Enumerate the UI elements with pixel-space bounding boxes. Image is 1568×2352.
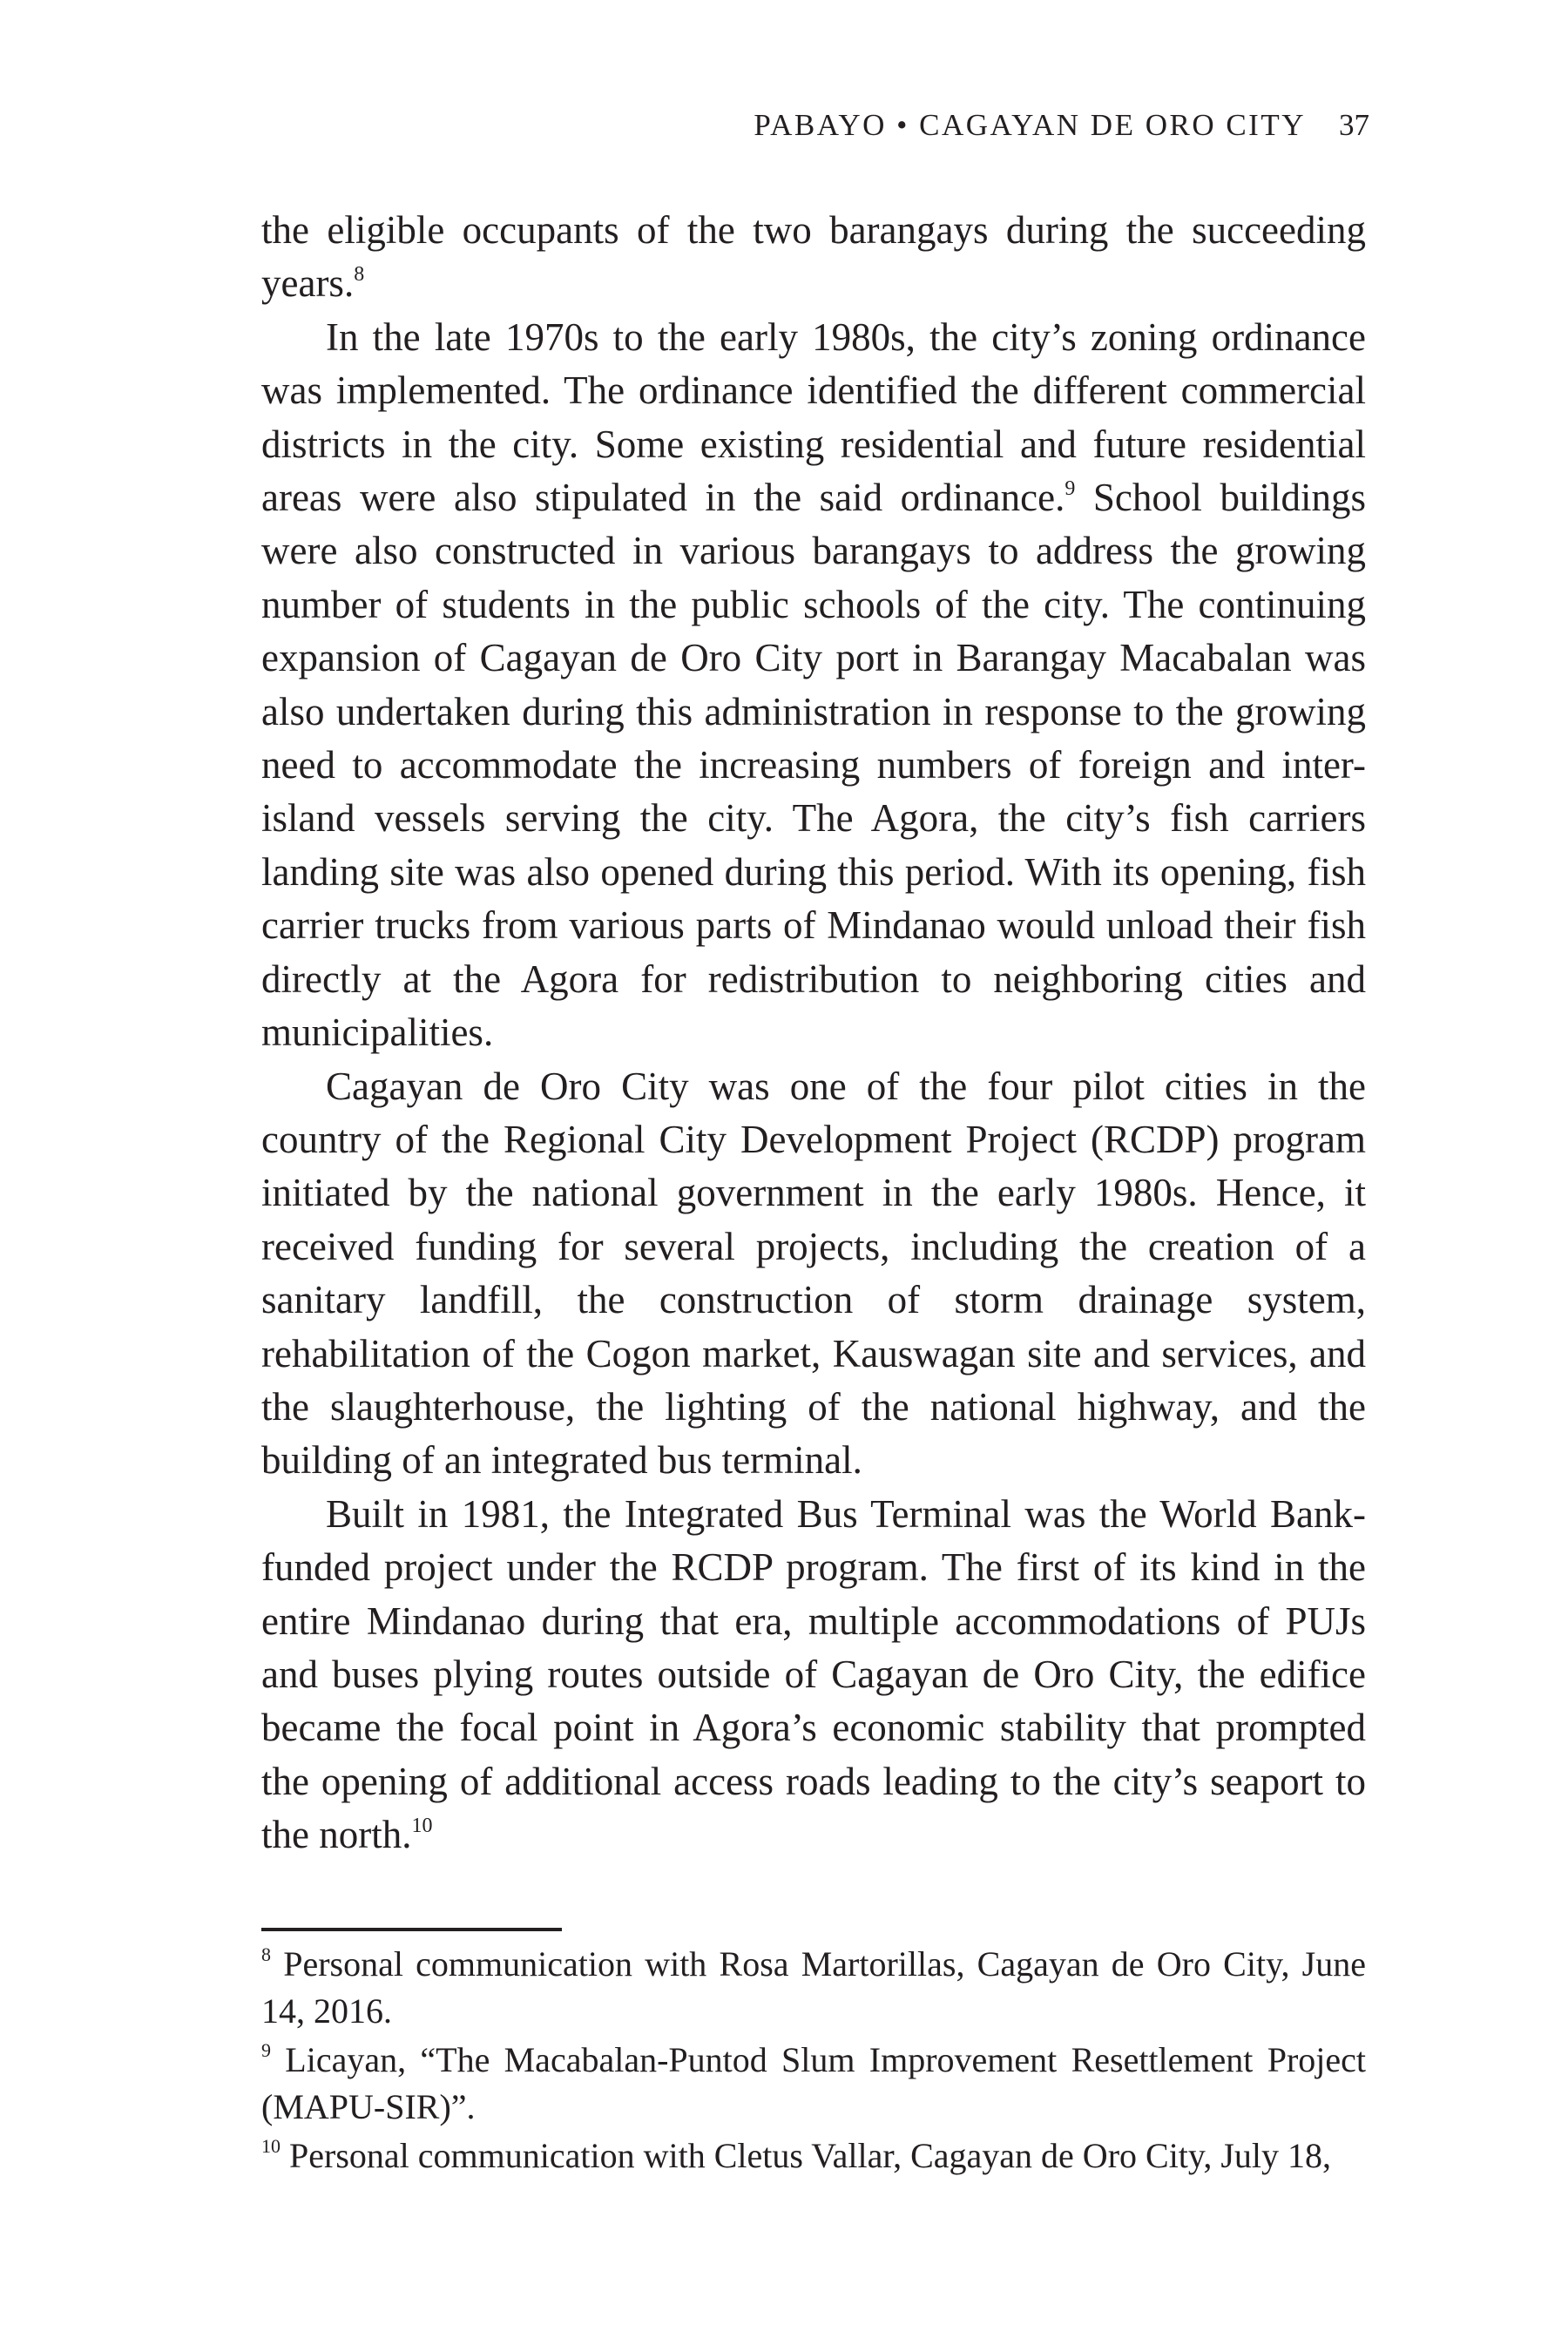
footnote-text: Personal communication with Rosa Martorillas, Cagayan de Oro City, June 14, 2016.	[261, 1944, 1366, 2031]
footnote-number: 8	[261, 1943, 271, 1965]
paragraph-2	[261, 311, 1366, 1060]
footnote-9	[261, 2037, 1366, 2131]
footnote-8	[261, 1941, 1366, 2035]
footnote-text: Personal communication with Cletus Vallar, Cagayan de Oro City, July 18,	[280, 2136, 1331, 2175]
paragraph-4	[261, 1488, 1366, 1862]
paragraph-1-text: the eligible occupants of the two barangays during the succeeding years.	[261, 208, 1366, 306]
page-number: 37	[1339, 108, 1369, 142]
footnote-ref-10[interactable]: 10	[411, 1815, 433, 1838]
paragraph-3-text: Cagayan de Oro City was one of the four pilot cities in the country of the Regional City Development Project (RCDP) program initiated by the national government in the early 1980s. Hence, it received funding for several projects, including the creation of a sanitary landfill, the construction of storm drainage system, rehabilitation of the Cogon market, Kauswagan site and services, and the slaughterhouse, the lighting of the national highway, and the building of an integrated bus terminal.	[261, 1064, 1366, 1483]
paragraph-4-text: Built in 1981, the Integrated Bus Terminal was the World Bank-funded project under the RCDP program. The first of its kind in the entire Mindanao during that era, multiple accommodations of PUJs and buses plying routes outside of Cagayan de Oro City, the edifice became the focal point in Agora’s economic stability that prompted the opening of additional access roads leading to the city’s seaport to the north.	[261, 1491, 1366, 1857]
footnotes	[261, 1941, 1366, 2181]
running-title: PABAYO • CAGAYAN DE ORO CITY	[754, 108, 1306, 142]
footnote-ref-8[interactable]: 8	[354, 263, 365, 287]
main-text	[261, 204, 1366, 1862]
footnote-10	[261, 2132, 1366, 2180]
footnote-ref-9[interactable]: 9	[1064, 477, 1076, 501]
footnote-text: Licayan, “The Macabalan-Puntod Slum Improvement Resettlement Project (MAPU-SIR)”.	[261, 2040, 1366, 2126]
paragraph-2-text-b: School buildings were also constructed in various barangays to address the growing number of students in the public schools of the city. The continuing expansion of Cagayan de Oro City port in Barangay Macabalan was also undertaken during this administration in response to the growing need to accommodate the increasing numbers of foreign and inter-island vessels serving the city. The Agora, the city’s fish carriers landing site was also opened during this period. With its opening, fish carrier trucks from various parts of Mindanao would unload their fish directly at the Agora for redistribution to neighboring cities and municipalities.	[261, 476, 1366, 1055]
paragraph-3	[261, 1060, 1366, 1488]
paragraph-2-text-a: In the late 1970s to the early 1980s, the city’s zoning ordinance was implemented. The ordinance identified the different commercial districts in the city. Some existing residential and future residential areas were also stipulated in the said ordinance.	[261, 314, 1366, 520]
running-header	[261, 106, 1369, 145]
footnote-number: 9	[261, 2038, 271, 2061]
footnote-divider	[261, 1928, 562, 1931]
footnote-number: 10	[261, 2134, 280, 2157]
paragraph-1	[261, 204, 1366, 311]
